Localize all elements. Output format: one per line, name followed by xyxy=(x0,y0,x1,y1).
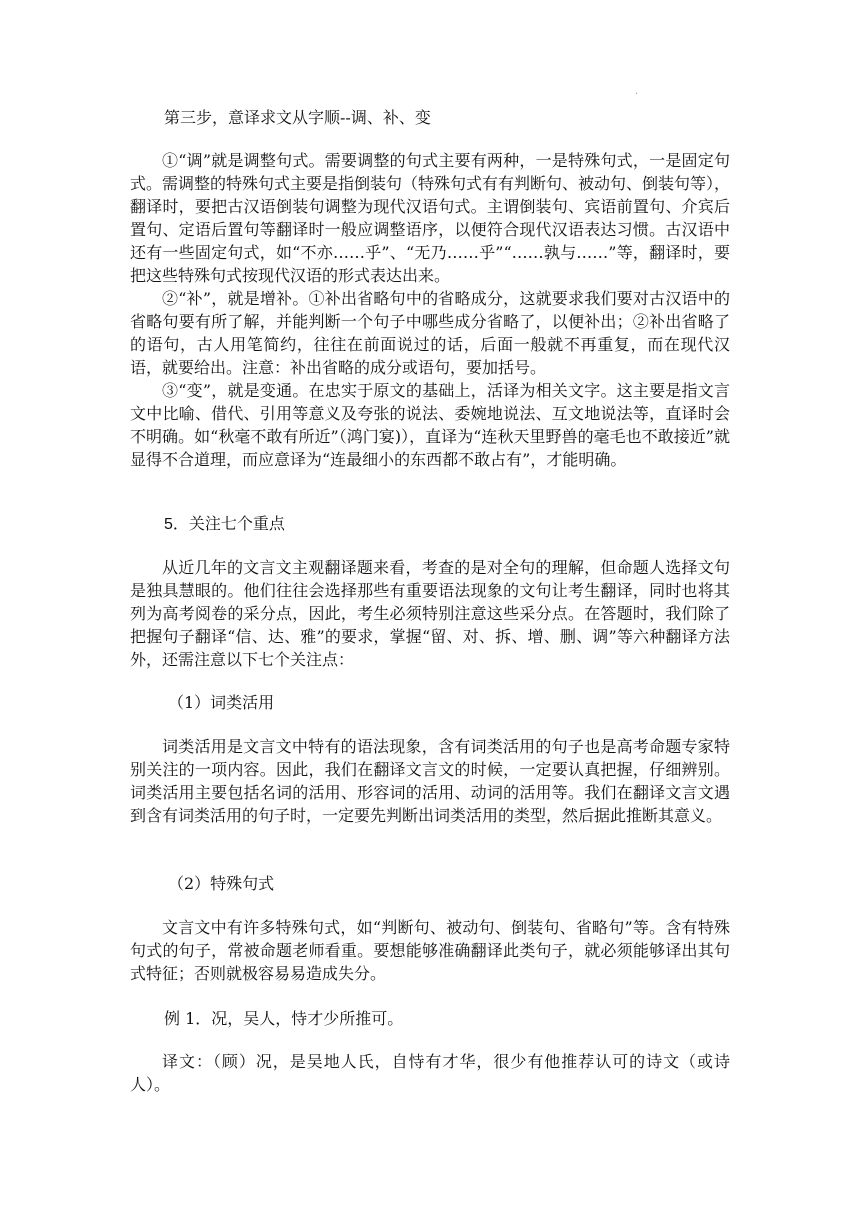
translation-1: 译文：（顾）况，是吴地人氏，自恃有才华，很少有他推荐认可的诗文（或诗人）。 xyxy=(130,1052,730,1094)
section5-heading: 5．关注七个重点 xyxy=(164,516,285,533)
item2-heading: （2）特殊句式 xyxy=(168,874,275,893)
paragraph-bian: ③“变”，就是变通。在忠实于原文的基础上，活译为相关文字。这主要是指文言文中比喻、借代、引用等意义及夸张的说法、委婉地说法、互文地说法等，直译时会不明确。如“秋毫不敢有所近”（鸿门宴)），直译为“连秋天里野兽的毫毛也不敢接近”就显得不合道理，而应意译为“连最细小的东西都不敢占有”，才能明确。 xyxy=(130,381,730,469)
item2-paragraph: 文言文中有许多特殊句式，如“判断句、被动句、倒装句、省略句”等。含有特殊句式的句子，常被命题老师看重。要想能够准确翻译此类句子，就必须能够译出其句式特征；否则就极容易易造成失分。 xyxy=(130,918,730,983)
step3-heading: 第三步，意译求文从字顺--调、补、变 xyxy=(164,108,431,127)
paragraph-bu: ②“补”，就是增补。①补出省略句中的省略成分，这就要求我们要对古汉语中的省略句要有所了解，并能判断一个句子中哪些成分省略了，以便补出；②补出省略了的语句，古人用笔简约，往往在前面说过的话，后面一般就不再重复，而在现代汉语，就要给出。注意：补出省略的成分或语句，要加括号。 xyxy=(130,289,730,377)
item1-paragraph: 词类活用是文言文中特有的语法现象，含有词类活用的句子也是高考命题专家特别关注的一项内容。因此，我们在翻译文言文的时候，一定要认真把握，仔细辨别。词类活用主要包括名词的活用、形容词的活用、动词的活用等。我们在翻译文言文遇到含有词类活用的句子时，一定要先判断出词类活用的类型，然后据此推断其意义。 xyxy=(130,737,730,825)
section5-paragraph: 从近几年的文言文主观翻译题来看，考查的是对全句的理解，但命题人选择文句是独具慧眼的。他们往往会选择那些有重要语法现象的文句让考生翻译，同时也将其列为高考阅卷的采分点，因此，考生必须特别注意这些采分点。在答题时，我们除了把握句子翻译“信、达、雅”的要求，掌握“留、对、拆、增、删、调”等六种翻译方法外，还需注意以下七个关注点： xyxy=(130,558,730,669)
example-1: 例 1．况，吴人，恃才少所推可。 xyxy=(164,1009,404,1028)
item1-heading: （1）词类活用 xyxy=(168,693,275,712)
paragraph-tiao: ①“调”就是调整句式。需要调整的句式主要有两种，一是特殊句式，一是固定句式。需调整的特殊句式主要是指倒装句（特殊句式有有判断句、被动句、倒装句等），翻译时，要把古汉语倒装句调整为现代汉语句式。主谓倒装句、宾语前置句、介宾后置句、定语后置句等翻译时一般应调整语序，以便符合现代汉语表达习惯。古汉语中还有一些固定句式，如“不亦……乎”、“无乃……乎”“……孰与……”等，翻译时，要把这些特殊句式按现代汉语的形式表达出来。 xyxy=(130,151,731,285)
corner-mark: . xyxy=(635,86,639,97)
